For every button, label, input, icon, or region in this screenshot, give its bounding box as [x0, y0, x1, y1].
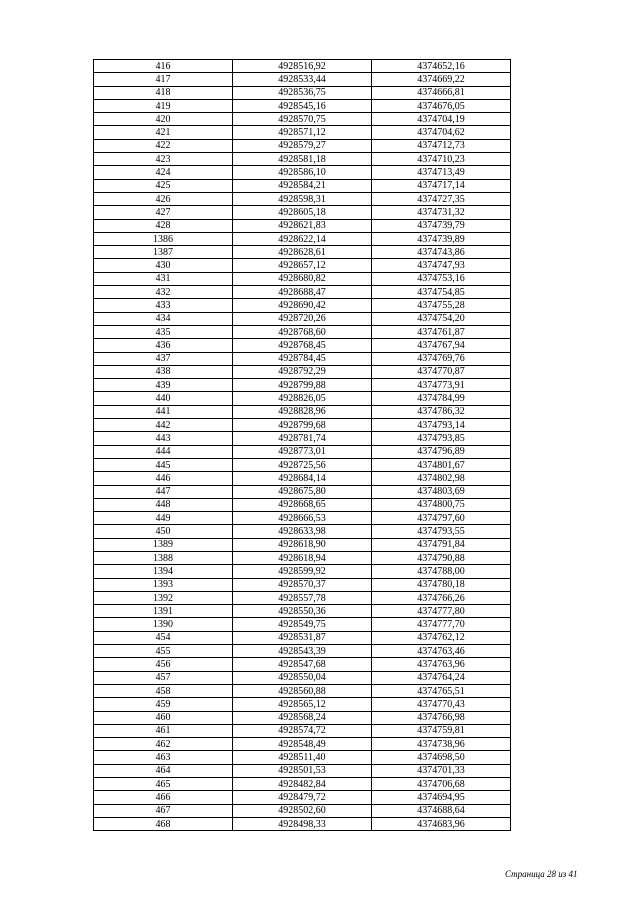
- y-coordinate-cell: 4374793,14: [372, 419, 511, 432]
- point-number-cell: 459: [94, 698, 233, 711]
- table-row: [94, 724, 511, 737]
- point-number-cell: 446: [94, 472, 233, 485]
- x-coordinate-cell: 4928545,16: [233, 99, 372, 112]
- table-row: [94, 618, 511, 631]
- y-coordinate-cell: 4374793,55: [372, 525, 511, 538]
- y-coordinate-cell: 4374731,32: [372, 206, 511, 219]
- x-coordinate-cell: 4928725,56: [233, 458, 372, 471]
- point-number-cell: 448: [94, 498, 233, 511]
- x-coordinate-cell: 4928570,75: [233, 113, 372, 126]
- point-number-cell: 461: [94, 724, 233, 737]
- table-row: [94, 392, 511, 405]
- point-number-cell: 445: [94, 458, 233, 471]
- x-coordinate-cell: 4928690,42: [233, 299, 372, 312]
- point-number-cell: 430: [94, 259, 233, 272]
- x-coordinate-cell: 4928479,72: [233, 791, 372, 804]
- x-coordinate-cell: 4928657,12: [233, 259, 372, 272]
- table-row: [94, 605, 511, 618]
- point-number-cell: 465: [94, 778, 233, 791]
- table-row: [94, 179, 511, 192]
- table-row: [94, 458, 511, 471]
- table-row: [94, 432, 511, 445]
- point-number-cell: 441: [94, 405, 233, 418]
- y-coordinate-cell: 4374797,60: [372, 512, 511, 525]
- table-row: [94, 485, 511, 498]
- point-number-cell: 468: [94, 817, 233, 830]
- y-coordinate-cell: 4374784,99: [372, 392, 511, 405]
- table-row: [94, 684, 511, 697]
- x-coordinate-cell: 4928720,26: [233, 312, 372, 325]
- point-number-cell: 1386: [94, 232, 233, 245]
- table-row: [94, 259, 511, 272]
- x-coordinate-cell: 4928781,74: [233, 432, 372, 445]
- table-row: [94, 817, 511, 830]
- y-coordinate-cell: 4374766,26: [372, 591, 511, 604]
- y-coordinate-cell: 4374796,89: [372, 445, 511, 458]
- table-row: [94, 645, 511, 658]
- x-coordinate-cell: 4928586,10: [233, 166, 372, 179]
- y-coordinate-cell: 4374800,75: [372, 498, 511, 511]
- y-coordinate-cell: 4374652,16: [372, 60, 511, 73]
- y-coordinate-cell: 4374762,12: [372, 631, 511, 644]
- y-coordinate-cell: 4374773,91: [372, 379, 511, 392]
- point-number-cell: 1387: [94, 246, 233, 259]
- point-number-cell: 454: [94, 631, 233, 644]
- y-coordinate-cell: 4374759,81: [372, 724, 511, 737]
- x-coordinate-cell: 4928571,12: [233, 126, 372, 139]
- x-coordinate-cell: 4928605,18: [233, 206, 372, 219]
- point-number-cell: 425: [94, 179, 233, 192]
- x-coordinate-cell: 4928666,53: [233, 512, 372, 525]
- y-coordinate-cell: 4374755,28: [372, 299, 511, 312]
- table-row: [94, 631, 511, 644]
- table-row: [94, 126, 511, 139]
- x-coordinate-cell: 4928502,60: [233, 804, 372, 817]
- table-row: [94, 698, 511, 711]
- point-number-cell: 424: [94, 166, 233, 179]
- y-coordinate-cell: 4374803,69: [372, 485, 511, 498]
- x-coordinate-cell: 4928547,68: [233, 658, 372, 671]
- table-row: [94, 272, 511, 285]
- y-coordinate-cell: 4374777,80: [372, 605, 511, 618]
- table-row: [94, 804, 511, 817]
- point-number-cell: 444: [94, 445, 233, 458]
- point-number-cell: 462: [94, 738, 233, 751]
- point-number-cell: 456: [94, 658, 233, 671]
- y-coordinate-cell: 4374763,46: [372, 645, 511, 658]
- x-coordinate-cell: 4928531,87: [233, 631, 372, 644]
- y-coordinate-cell: 4374710,23: [372, 153, 511, 166]
- point-number-cell: 457: [94, 671, 233, 684]
- y-coordinate-cell: 4374754,85: [372, 286, 511, 299]
- table-row: [94, 73, 511, 86]
- x-coordinate-cell: 4928565,12: [233, 698, 372, 711]
- point-number-cell: 433: [94, 299, 233, 312]
- x-coordinate-cell: 4928549,75: [233, 618, 372, 631]
- table-row: [94, 565, 511, 578]
- table-row: [94, 578, 511, 591]
- point-number-cell: 435: [94, 325, 233, 338]
- point-number-cell: 437: [94, 352, 233, 365]
- x-coordinate-cell: 4928482,84: [233, 778, 372, 791]
- table-row: [94, 365, 511, 378]
- x-coordinate-cell: 4928828,96: [233, 405, 372, 418]
- y-coordinate-cell: 4374765,51: [372, 684, 511, 697]
- x-coordinate-cell: 4928568,24: [233, 711, 372, 724]
- y-coordinate-cell: 4374704,62: [372, 126, 511, 139]
- point-number-cell: 449: [94, 512, 233, 525]
- y-coordinate-cell: 4374739,89: [372, 232, 511, 245]
- point-number-cell: 463: [94, 751, 233, 764]
- table-row: [94, 153, 511, 166]
- point-number-cell: 447: [94, 485, 233, 498]
- x-coordinate-cell: 4928581,18: [233, 153, 372, 166]
- y-coordinate-cell: 4374801,67: [372, 458, 511, 471]
- y-coordinate-cell: 4374793,85: [372, 432, 511, 445]
- y-coordinate-cell: 4374669,22: [372, 73, 511, 86]
- table-row: [94, 738, 511, 751]
- table-row: [94, 139, 511, 152]
- y-coordinate-cell: 4374754,20: [372, 312, 511, 325]
- table-row: [94, 525, 511, 538]
- y-coordinate-cell: 4374786,32: [372, 405, 511, 418]
- x-coordinate-cell: 4928768,60: [233, 325, 372, 338]
- point-number-cell: 466: [94, 791, 233, 804]
- point-number-cell: 1393: [94, 578, 233, 591]
- y-coordinate-cell: 4374738,96: [372, 738, 511, 751]
- x-coordinate-cell: 4928675,80: [233, 485, 372, 498]
- point-number-cell: 450: [94, 525, 233, 538]
- coordinates-table-body: [94, 60, 511, 831]
- point-number-cell: 458: [94, 684, 233, 697]
- point-number-cell: 455: [94, 645, 233, 658]
- x-coordinate-cell: 4928799,68: [233, 419, 372, 432]
- y-coordinate-cell: 4374753,16: [372, 272, 511, 285]
- table-row: [94, 791, 511, 804]
- y-coordinate-cell: 4374770,87: [372, 365, 511, 378]
- x-coordinate-cell: 4928501,53: [233, 764, 372, 777]
- y-coordinate-cell: 4374788,00: [372, 565, 511, 578]
- y-coordinate-cell: 4374727,35: [372, 192, 511, 205]
- point-number-cell: 464: [94, 764, 233, 777]
- table-row: [94, 551, 511, 564]
- table-row: [94, 778, 511, 791]
- table-row: [94, 286, 511, 299]
- x-coordinate-cell: 4928533,44: [233, 73, 372, 86]
- y-coordinate-cell: 4374706,68: [372, 778, 511, 791]
- point-number-cell: 416: [94, 60, 233, 73]
- table-row: [94, 498, 511, 511]
- y-coordinate-cell: 4374698,50: [372, 751, 511, 764]
- y-coordinate-cell: 4374763,96: [372, 658, 511, 671]
- x-coordinate-cell: 4928622,14: [233, 232, 372, 245]
- table-row: [94, 591, 511, 604]
- table-row: [94, 472, 511, 485]
- table-row: [94, 219, 511, 232]
- point-number-cell: 421: [94, 126, 233, 139]
- x-coordinate-cell: 4928618,94: [233, 551, 372, 564]
- x-coordinate-cell: 4928773,01: [233, 445, 372, 458]
- y-coordinate-cell: 4374747,93: [372, 259, 511, 272]
- table-row: [94, 352, 511, 365]
- point-number-cell: 1392: [94, 591, 233, 604]
- x-coordinate-cell: 4928584,21: [233, 179, 372, 192]
- y-coordinate-cell: 4374790,88: [372, 551, 511, 564]
- x-coordinate-cell: 4928826,05: [233, 392, 372, 405]
- point-number-cell: 420: [94, 113, 233, 126]
- y-coordinate-cell: 4374712,73: [372, 139, 511, 152]
- y-coordinate-cell: 4374777,70: [372, 618, 511, 631]
- x-coordinate-cell: 4928628,61: [233, 246, 372, 259]
- y-coordinate-cell: 4374766,98: [372, 711, 511, 724]
- table-row: [94, 99, 511, 112]
- x-coordinate-cell: 4928579,27: [233, 139, 372, 152]
- table-row: [94, 206, 511, 219]
- y-coordinate-cell: 4374764,24: [372, 671, 511, 684]
- x-coordinate-cell: 4928550,04: [233, 671, 372, 684]
- x-coordinate-cell: 4928792,29: [233, 365, 372, 378]
- y-coordinate-cell: 4374767,94: [372, 339, 511, 352]
- x-coordinate-cell: 4928560,88: [233, 684, 372, 697]
- y-coordinate-cell: 4374713,49: [372, 166, 511, 179]
- table-row: [94, 246, 511, 259]
- point-number-cell: 440: [94, 392, 233, 405]
- table-row: [94, 711, 511, 724]
- y-coordinate-cell: 4374739,79: [372, 219, 511, 232]
- point-number-cell: 427: [94, 206, 233, 219]
- x-coordinate-cell: 4928599,92: [233, 565, 372, 578]
- point-number-cell: 431: [94, 272, 233, 285]
- table-row: [94, 339, 511, 352]
- table-row: [94, 299, 511, 312]
- point-number-cell: 1391: [94, 605, 233, 618]
- x-coordinate-cell: 4928799,88: [233, 379, 372, 392]
- table-row: [94, 113, 511, 126]
- table-row: [94, 764, 511, 777]
- point-number-cell: 1389: [94, 538, 233, 551]
- table-row: [94, 232, 511, 245]
- point-number-cell: 467: [94, 804, 233, 817]
- point-number-cell: 422: [94, 139, 233, 152]
- y-coordinate-cell: 4374770,43: [372, 698, 511, 711]
- x-coordinate-cell: 4928633,98: [233, 525, 372, 538]
- table-row: [94, 538, 511, 551]
- x-coordinate-cell: 4928543,39: [233, 645, 372, 658]
- table-row: [94, 312, 511, 325]
- x-coordinate-cell: 4928516,92: [233, 60, 372, 73]
- point-number-cell: 426: [94, 192, 233, 205]
- x-coordinate-cell: 4928548,49: [233, 738, 372, 751]
- point-number-cell: 423: [94, 153, 233, 166]
- x-coordinate-cell: 4928570,37: [233, 578, 372, 591]
- table-row: [94, 671, 511, 684]
- point-number-cell: 418: [94, 86, 233, 99]
- point-number-cell: 1394: [94, 565, 233, 578]
- table-row: [94, 325, 511, 338]
- y-coordinate-cell: 4374769,76: [372, 352, 511, 365]
- point-number-cell: 1390: [94, 618, 233, 631]
- x-coordinate-cell: 4928621,83: [233, 219, 372, 232]
- y-coordinate-cell: 4374802,98: [372, 472, 511, 485]
- point-number-cell: 428: [94, 219, 233, 232]
- table-row: [94, 751, 511, 764]
- y-coordinate-cell: 4374780,18: [372, 578, 511, 591]
- point-number-cell: 460: [94, 711, 233, 724]
- page-number: Страница 28 из 41: [505, 869, 578, 879]
- x-coordinate-cell: 4928536,75: [233, 86, 372, 99]
- y-coordinate-cell: 4374761,87: [372, 325, 511, 338]
- table-row: [94, 419, 511, 432]
- x-coordinate-cell: 4928784,45: [233, 352, 372, 365]
- x-coordinate-cell: 4928511,40: [233, 751, 372, 764]
- table-row: [94, 445, 511, 458]
- point-number-cell: 439: [94, 379, 233, 392]
- point-number-cell: 1388: [94, 551, 233, 564]
- point-number-cell: 432: [94, 286, 233, 299]
- coordinates-table: [93, 59, 511, 831]
- x-coordinate-cell: 4928598,31: [233, 192, 372, 205]
- x-coordinate-cell: 4928498,33: [233, 817, 372, 830]
- table-row: [94, 379, 511, 392]
- x-coordinate-cell: 4928574,72: [233, 724, 372, 737]
- table-row: [94, 192, 511, 205]
- y-coordinate-cell: 4374717,14: [372, 179, 511, 192]
- y-coordinate-cell: 4374676,05: [372, 99, 511, 112]
- y-coordinate-cell: 4374743,86: [372, 246, 511, 259]
- x-coordinate-cell: 4928768,45: [233, 339, 372, 352]
- x-coordinate-cell: 4928668,65: [233, 498, 372, 511]
- x-coordinate-cell: 4928688,47: [233, 286, 372, 299]
- y-coordinate-cell: 4374666,81: [372, 86, 511, 99]
- x-coordinate-cell: 4928550,36: [233, 605, 372, 618]
- table-row: [94, 658, 511, 671]
- table-row: [94, 405, 511, 418]
- table-row: [94, 166, 511, 179]
- point-number-cell: 436: [94, 339, 233, 352]
- x-coordinate-cell: 4928684,14: [233, 472, 372, 485]
- point-number-cell: 434: [94, 312, 233, 325]
- y-coordinate-cell: 4374694,95: [372, 791, 511, 804]
- y-coordinate-cell: 4374704,19: [372, 113, 511, 126]
- table-row: [94, 86, 511, 99]
- table-row: [94, 512, 511, 525]
- y-coordinate-cell: 4374683,96: [372, 817, 511, 830]
- table-row: [94, 60, 511, 73]
- x-coordinate-cell: 4928557,78: [233, 591, 372, 604]
- point-number-cell: 419: [94, 99, 233, 112]
- y-coordinate-cell: 4374701,33: [372, 764, 511, 777]
- point-number-cell: 443: [94, 432, 233, 445]
- y-coordinate-cell: 4374791,84: [372, 538, 511, 551]
- point-number-cell: 442: [94, 419, 233, 432]
- x-coordinate-cell: 4928680,82: [233, 272, 372, 285]
- y-coordinate-cell: 4374688,64: [372, 804, 511, 817]
- x-coordinate-cell: 4928618,90: [233, 538, 372, 551]
- point-number-cell: 417: [94, 73, 233, 86]
- point-number-cell: 438: [94, 365, 233, 378]
